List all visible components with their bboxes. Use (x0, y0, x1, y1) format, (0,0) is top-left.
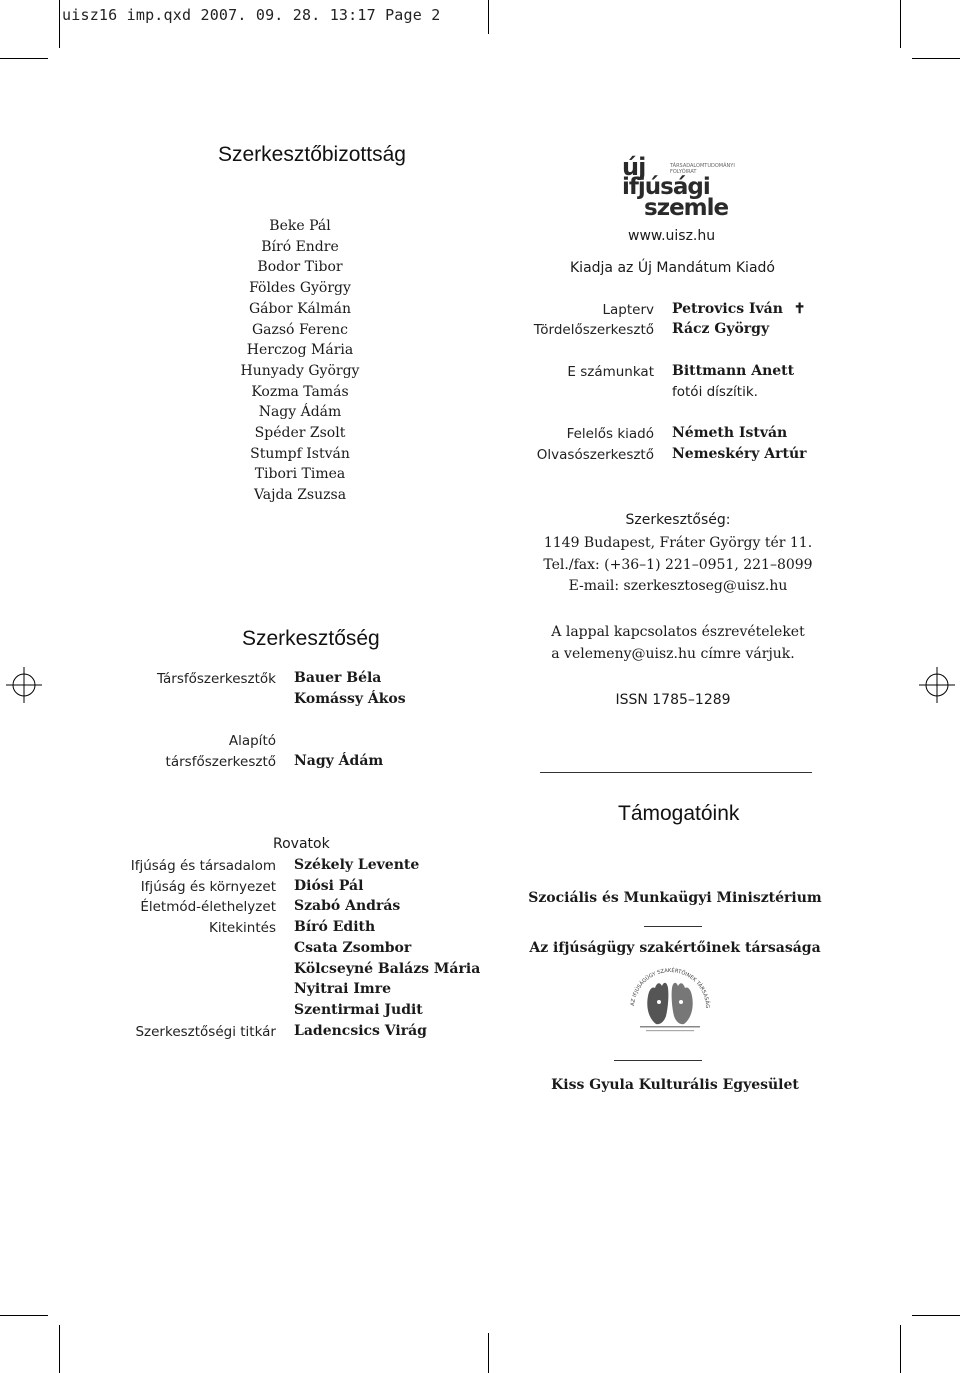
supporter-kiss-gyula: Kiss Gyula Kulturális Egyesület (551, 1077, 799, 1093)
board-member: Nagy Ádám (258, 404, 342, 421)
crop-mark-tl-h (0, 58, 48, 59)
credit-name: Németh István (672, 425, 788, 441)
board-member: Hunyady György (240, 362, 360, 379)
credit-role: Felelős kiadó (566, 426, 654, 442)
column-editor: Szabó András (294, 898, 401, 915)
crop-mark-br-v (900, 1325, 901, 1373)
logo-small-text: TÁRSADALOMTUDOMÁNYI FOLYÓIRAT (670, 163, 735, 175)
office-email[interactable]: E-mail: szerkesztoseg@uisz.hu (568, 578, 788, 594)
divider (614, 1060, 702, 1061)
office-title: Szerkesztőség: (625, 512, 731, 528)
column-section: Kitekintés (209, 920, 276, 937)
credit-name: Bittmann Anett (672, 363, 795, 379)
column-editor: Ladencsics Virág (294, 1022, 427, 1039)
crop-mark-bl-h (0, 1315, 48, 1316)
divider (540, 772, 812, 773)
co-editor-name: Komássy Ákos (294, 691, 406, 707)
column-editor: Székely Levente (294, 857, 420, 873)
board-title: Szerkesztőbizottság (218, 143, 406, 166)
column-editor: Csata Zsombor (294, 939, 412, 956)
column-editor: Nyitrai Imre (294, 981, 392, 998)
column-section: Szerkesztőségi titkár (135, 1023, 276, 1040)
founder-label: Alapító (228, 733, 276, 749)
logo-line-ifjusagi: ifjúsági (622, 174, 710, 200)
credit-name: Rácz György (672, 321, 770, 337)
crop-mark-bottom-center (488, 1333, 489, 1373)
feedback-line-1: A lappal kapcsolatos észrevételeket (551, 624, 805, 640)
credit-role: Lapterv (602, 302, 654, 318)
hands-emblem-icon (622, 962, 718, 1034)
emblem-ring-text: AZ IFJÚSÁGÜGY SZAKÉRTŐINEK TÁRSASÁG (630, 967, 711, 1009)
founder-name: Nagy Ádám (294, 753, 384, 769)
column-section: Életmód-élethelyzet (140, 899, 276, 916)
board-member: Spéder Zsolt (254, 425, 346, 442)
column-editor: Szentirmai Judit (294, 1001, 423, 1018)
publisher-line: Kiadja az Új Mandátum Kiadó (570, 260, 775, 276)
board-member: Vajda Zsuzsa (253, 487, 347, 504)
office-phone: Tel./fax: (+36–1) 221–0951, 221–8099 (543, 557, 813, 573)
editorial-title: Szerkesztőség (242, 627, 380, 650)
column-section: Ifjúság és környezet (140, 878, 276, 895)
crop-mark-tl-v (59, 0, 60, 48)
crop-mark-br-h (912, 1315, 960, 1316)
deceased-cross-icon: ✝ (793, 301, 806, 317)
credit-role: Tördelőszerkesztő (533, 322, 654, 338)
logo-line-uj: új (622, 153, 646, 181)
founder-label: társfőszerkesztő (165, 754, 276, 770)
column-editor: Kölcseyné Balázs Mária (294, 960, 481, 977)
website-link[interactable]: www.uisz.hu (628, 228, 716, 244)
divider (644, 926, 702, 927)
credit-note: fotói díszítik. (672, 384, 758, 400)
issn: ISSN 1785–1289 (615, 692, 731, 708)
board-member: Földes György (249, 280, 351, 297)
office-address: 1149 Budapest, Fráter György tér 11. (543, 535, 813, 551)
credit-role: E számunkat (567, 364, 654, 380)
credit-name: Petrovics Iván ✝ (672, 301, 806, 317)
credit-name: Nemeskéry Artúr (672, 446, 807, 462)
crop-mark-tr-v (900, 0, 901, 48)
registration-mark-icon (919, 667, 955, 703)
supporters-title: Támogatóink (618, 802, 740, 825)
co-editor-name: Bauer Béla (294, 670, 382, 686)
journal-logo (618, 153, 768, 223)
board-member: Gábor Kálmán (249, 300, 351, 317)
crop-mark-top-center (488, 0, 489, 34)
credit-role: Olvasószerkesztő (536, 447, 654, 463)
supporter-expert-society: Az ifjúságügy szakértőinek társasága (529, 940, 821, 956)
board-member: Herczog Mária (246, 342, 354, 359)
board-member: Beke Pál (269, 218, 331, 234)
board-member: Kozma Tamás (251, 383, 349, 400)
board-member-list (200, 216, 400, 506)
board-member: Tibori Timea (254, 466, 346, 483)
column-editor: Diósi Pál (294, 877, 364, 894)
columns-title: Rovatok (273, 836, 330, 852)
supporter-ministry: Szociális és Munkaügyi Minisztérium (528, 890, 822, 906)
crop-mark-tr-h (912, 58, 960, 59)
board-member: Bodor Tibor (257, 259, 343, 276)
feedback-line-2: a velemeny@uisz.hu címre várjuk. (551, 646, 795, 662)
board-member: Bíró Endre (261, 238, 339, 255)
crop-mark-bl-v (59, 1325, 60, 1373)
slug-line: uisz16 imp.qxd 2007. 09. 28. 13:17 Page 2 (62, 6, 441, 24)
co-editors-label: Társfőszerkesztők (157, 671, 276, 687)
board-member: Stumpf István (250, 445, 350, 462)
board-member: Gazsó Ferenc (251, 321, 349, 338)
logo-line-szemle: szemle (644, 195, 729, 221)
registration-mark-icon (6, 667, 42, 703)
column-editor: Bíró Edith (294, 919, 376, 936)
column-section: Ifjúság és társadalom (130, 858, 276, 874)
